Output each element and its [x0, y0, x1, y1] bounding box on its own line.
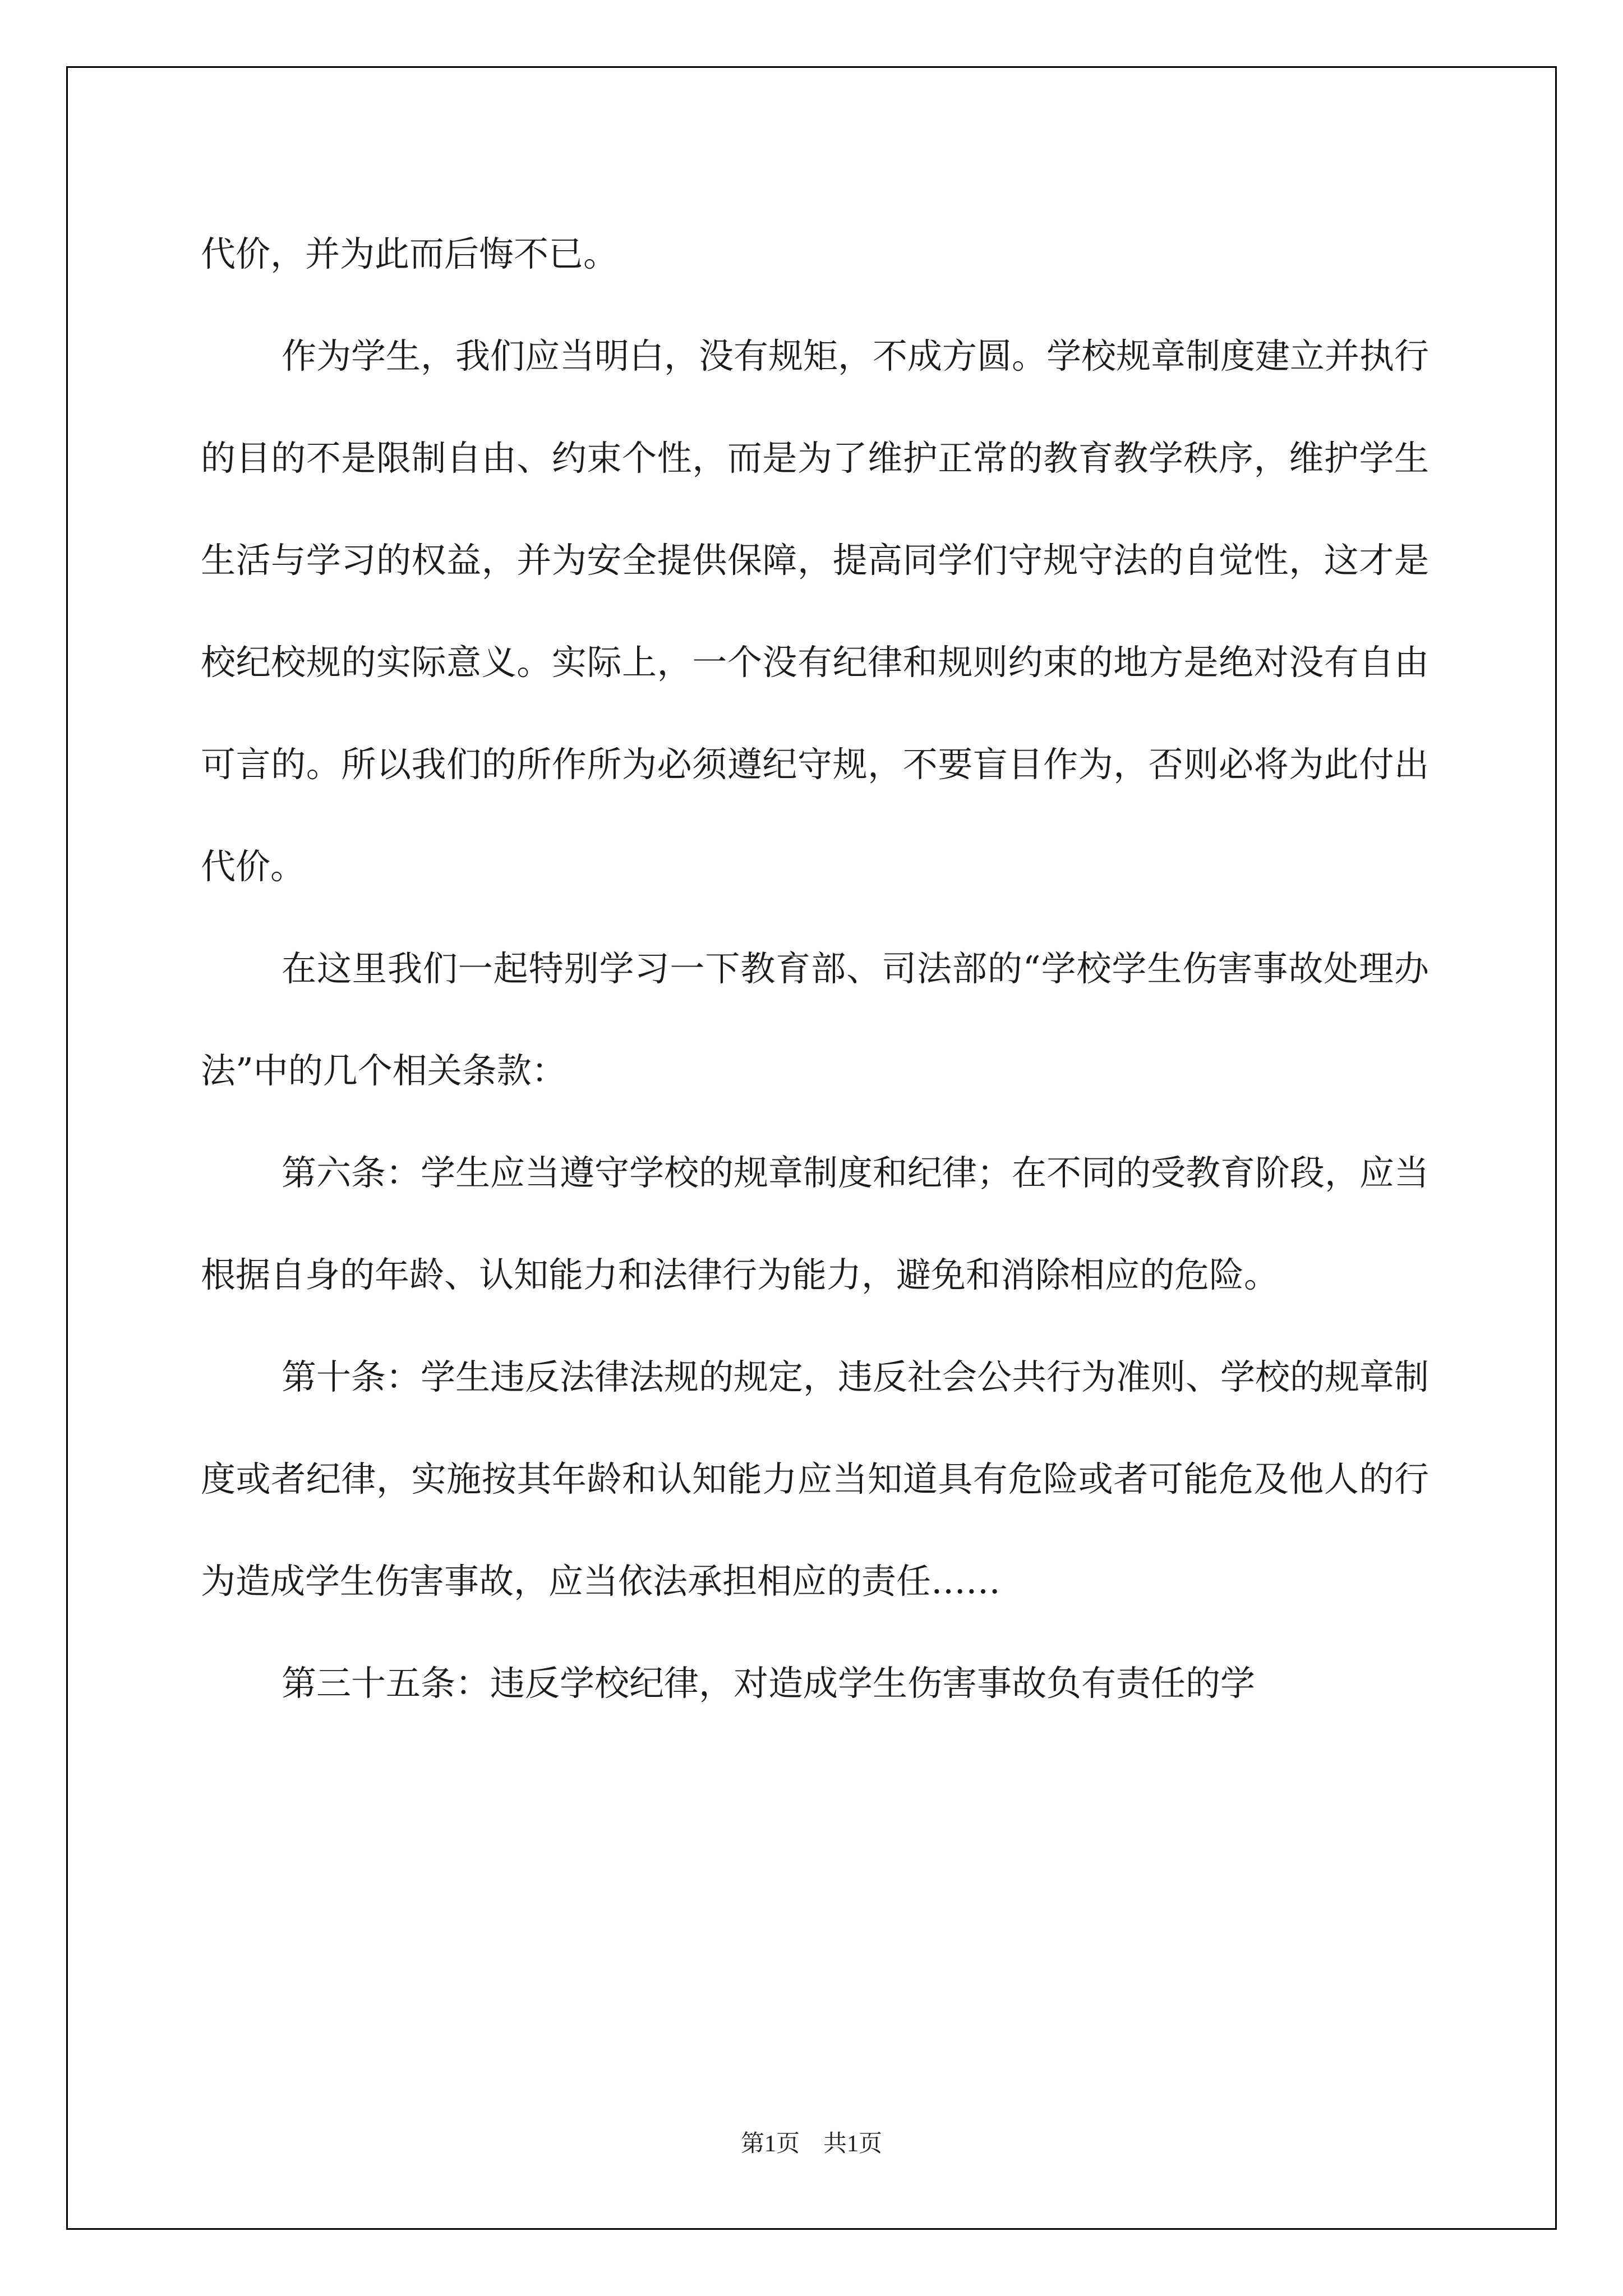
paragraph-1: 代价，并为此而后悔不已。	[201, 233, 619, 274]
paragraph-2: 作为学生，我们应当明白，没有规矩，不成方圆。学校规章制度建立并执行的目的不是限制自由、约束个性，而是为了维护正常的教育教学秩序，维护学生生活与学习的权益，并为安全提供保障，提高同学们守规守法的自觉性，这才是校纪校规的实际意义。实际上，一个没有纪律和规则约束的地方是绝对没有自由可言的。所以我们的所作所为必须遵纪守规，不要盲目作为，否则必将为此付出代价。	[201, 335, 1430, 887]
page-footer: 第1页 共1页	[740, 2131, 882, 2157]
paragraph-4: 第六条：学生应当遵守学校的规章制度和纪律；在不同的受教育阶段，应当根据自身的年龄、认知能力和法律行为能力，避免和消除相应的危险。	[201, 1152, 1430, 1295]
paragraph-6: 第三十五条：违反学校纪律，对造成学生伤害事故负有责任的学	[282, 1663, 1256, 1704]
paragraph-3: 在这里我们一起特别学习一下教育部、司法部的“学校学生伤害事故处理办法”中的几个相关条款：	[201, 948, 1429, 1091]
paragraph-5: 第十条：学生违反法律法规的规定，违反社会公共行为准则、学校的规章制度或者纪律，实施按其年龄和认知能力应当知道具有危险或者可能危及他人的行为造成学生伤害事故，应当依法承担相应的责任……	[201, 1356, 1430, 1602]
document-body	[201, 203, 1429, 1734]
